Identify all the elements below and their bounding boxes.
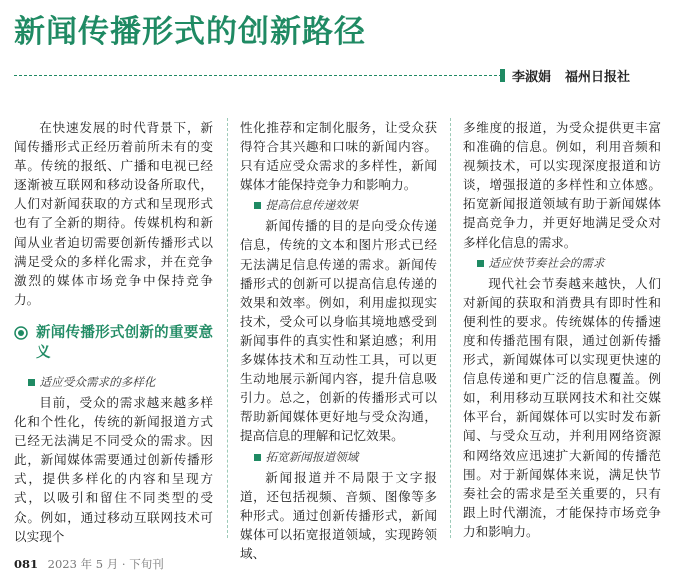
square-bullet-icon — [477, 260, 484, 267]
subheading-text: 适应受众需求的多样化 — [39, 374, 156, 389]
body-paragraph: 性化推荐和定制化服务，让受众获得符合其兴趣和口味的新闻内容。只有适应受众需求的多样性，新闻媒体才能保持竞争力和影响力。 — [240, 120, 437, 193]
section-heading-text: 新闻传播形式创新的重要意义 — [36, 324, 213, 361]
column-2 — [240, 118, 437, 563]
column-divider — [227, 118, 228, 538]
intro-paragraph: 在快速发展的时代背景下，新闻传播形式正经历着前所未有的变革。传统的报纸、广播和电视已经逐渐被互联网和移动设备所取代，人们对新闻获取的方式和呈现形式也有了全新的期待。传媒机构和新闻从业者迫切需要创新传播形式以满足受众的多样化需求，并在竞争激烈的媒体市场竞争中保持竞争力。 — [14, 120, 213, 307]
square-bullet-icon — [254, 454, 261, 461]
column-divider — [450, 118, 451, 538]
body-paragraph: 现代社会节奏越来越快，人们对新闻的获取和消费具有即时性和便利性的要求。传统媒体的传播速度和传播范围有限，通过创新传播形式，新闻媒体可以实现更快速的信息传递和更广泛的信息覆盖。例如，利用移动互联网技术和社交媒体平台，新闻媒体可以实时发布新闻、与受众互动，并利用网络资源和网络效应迅速扩大新闻的传播范围。对于新闻媒体来说，满足快节奏社会的需求是至关重要的，只有跟上时代潮流，才能保持市场竞争力和影响力。 — [463, 275, 661, 539]
author-name: 李淑娟 — [512, 70, 552, 85]
body-paragraph: 多维度的报道，为受众提供更丰富和准确的信息。例如，利用音频和视频技术，可以实现深度报道和访谈，增强报道的多样性和立体感。拓宽新闻报道领域有助于新闻媒体提高竞争力，并更好地满足受众对多样化信息的需求。 — [463, 120, 661, 250]
body-paragraph: 目前，受众的需求越来越多样化和个性化，传统的新闻报道方式已经无法满足不同受众的需求。因此，新闻媒体需要通过创新传播形式，提供多样化的内容和呈现方式，以吸引和留住不同类型的受众。例如，通过移动互联网技术可以实现个 — [14, 394, 213, 544]
subheading-text: 适应快节奏社会的需求 — [488, 255, 605, 270]
byline-divider — [14, 75, 502, 76]
subheading-fields — [240, 448, 437, 467]
square-bullet-icon — [254, 202, 261, 209]
author-affiliation: 福州日报社 — [565, 70, 631, 85]
section-heading — [14, 323, 213, 363]
page-footer — [14, 556, 164, 572]
square-bullet-icon — [28, 379, 35, 386]
article-title: 新闻传播形式的创新路径 — [14, 14, 366, 50]
column-1 — [14, 118, 213, 546]
subheading-text: 提高信息传递效果 — [265, 198, 359, 213]
byline — [512, 66, 630, 85]
page-number: 081 — [14, 557, 39, 571]
subheading-audience — [14, 373, 213, 392]
subheading-effect — [240, 196, 437, 215]
body-paragraph: 新闻传播的目的是向受众传递信息，传统的文本和图片形式已经无法满足信息传递的需求。新闻传播形式的创新可以提高信息传递的效果和效率。例如，利用虚拟现实技术，受众可以身临其境地感受到新闻事件的真实性和紧迫感；利用多媒体技术和互动性工具，可以更生动地展示新闻内容，提升信息吸引力。总之，创新的传播形式可以帮助新闻媒体更好地与受众沟通，提高信息的理解和记忆效果。 — [240, 218, 437, 444]
subheading-pace — [463, 254, 661, 273]
issue-date: 2023 年 5 月 · 下旬刊 — [47, 557, 164, 571]
body-paragraph: 新闻报道并不局限于文字报道，还包括视频、音频、图像等多种形式。通过创新传播形式，新闻媒体可以拓宽报道领域，实现跨领域、 — [240, 469, 437, 561]
subheading-text: 拓宽新闻报道领域 — [265, 449, 359, 464]
column-3 — [463, 118, 661, 541]
target-circle-icon — [14, 326, 28, 340]
byline-marker — [500, 69, 505, 82]
